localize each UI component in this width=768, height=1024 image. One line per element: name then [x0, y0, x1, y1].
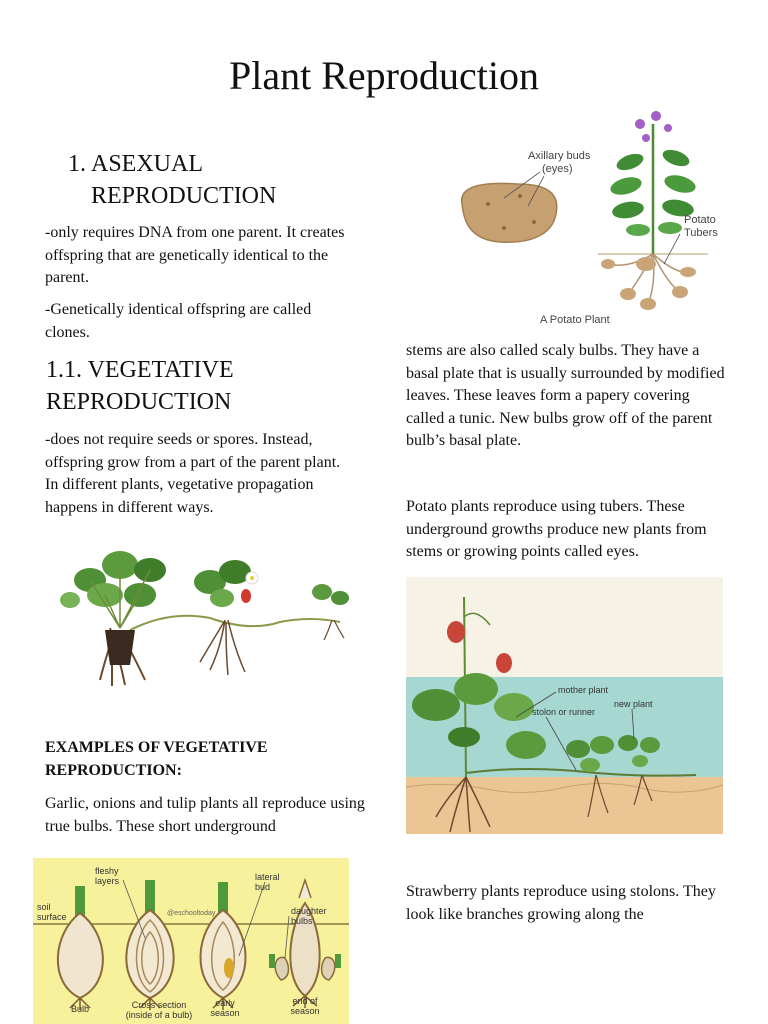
potato-plant-figure: [448, 104, 728, 332]
label-stolon: stolon or runner: [532, 707, 596, 717]
label-lateral: lateral: [255, 872, 280, 882]
label-bulb: Bulb: [71, 1004, 90, 1014]
label-soil: soil: [37, 902, 51, 912]
label-daughter: daughter: [291, 906, 327, 916]
label-lateral-bud: [255, 872, 280, 892]
paragraph-scaly-bulbs: stems are also called scaly bulbs. They have a basal plate that is usually surrounded by modified leaves. These leaves form a papery covering called a tunic. New bulbs grow off of the parent bulb’s basal plate.: [406, 342, 725, 449]
paragraph-tubers: Potato plants reproduce using tubers. These underground growths produce new plants from stems or growing points called eyes.: [406, 498, 707, 560]
label-bulbs: bulbs: [291, 916, 313, 926]
label-watermark: @eschooltoday: [167, 910, 216, 917]
label-eyes: (eyes): [542, 163, 573, 175]
label-mother-plant: mother plant: [558, 685, 609, 695]
heading-number: 1.: [68, 151, 86, 177]
examples-heading: EXAMPLES OF VEGETATIVE REPRODUCTION:: [45, 739, 268, 779]
paragraph-clones: -Genetically identical offspring are called clones.: [45, 301, 312, 341]
label-cross-2: (inside of a bulb): [125, 1010, 193, 1020]
label-early-season: [205, 998, 245, 1018]
label-cross-section: [119, 1000, 199, 1020]
potato-caption: A Potato Plant: [540, 314, 610, 326]
heading-vegetative-reproduction: 1.1. VEGETATIVE REPRODUCTION: [46, 357, 234, 415]
label-end-1: end of: [292, 996, 318, 1006]
label-potato-tubers: [684, 214, 718, 240]
page-title: Plant Reproduction: [229, 53, 539, 98]
label-early-2: season: [210, 1008, 240, 1018]
paragraph-stolons: Strawberry plants reproduce using stolons. They look like branches growing along the: [406, 883, 716, 923]
strawberry-stolon-figure: [406, 577, 723, 834]
label-fleshy: fleshy: [95, 866, 119, 876]
label-tubers: Tubers: [684, 227, 718, 239]
label-end-2: season: [290, 1006, 320, 1016]
label-surface: surface: [37, 912, 67, 922]
label-end-of-season: [285, 996, 325, 1016]
label-soil-surface: [37, 902, 67, 922]
strawberry-runner-figure: [50, 540, 360, 688]
label-fleshy-layers: [95, 866, 119, 886]
heading-text: ASEXUAL REPRODUCTION: [91, 151, 277, 209]
label-buds: Axillary buds: [528, 150, 591, 162]
paragraph-true-bulbs: Garlic, onions and tulip plants all reproduce using true bulbs. These short underground: [45, 795, 365, 835]
label-daughter-bulbs: [291, 906, 327, 926]
paragraph-dna-one-parent: -only requires DNA from one parent. It creates offspring that are genetically identical to the parent.: [45, 224, 345, 286]
label-axillary-buds: [528, 150, 590, 176]
label-layers: layers: [95, 876, 120, 886]
label-cross-1: Cross section: [131, 1000, 187, 1010]
label-early-1: early: [215, 998, 235, 1008]
label-potato: Potato: [684, 214, 716, 226]
bulb-cross-section-figure: [33, 858, 349, 1024]
label-new-plant: new plant: [614, 699, 653, 709]
paragraph-vegetative: -does not require seeds or spores. Instead, offspring grow from a part of the parent plant. In different plants, vegetative propagation happens in different ways.: [45, 431, 341, 516]
label-bud: bud: [255, 882, 271, 892]
heading-asexual-reproduction: [68, 148, 368, 212]
